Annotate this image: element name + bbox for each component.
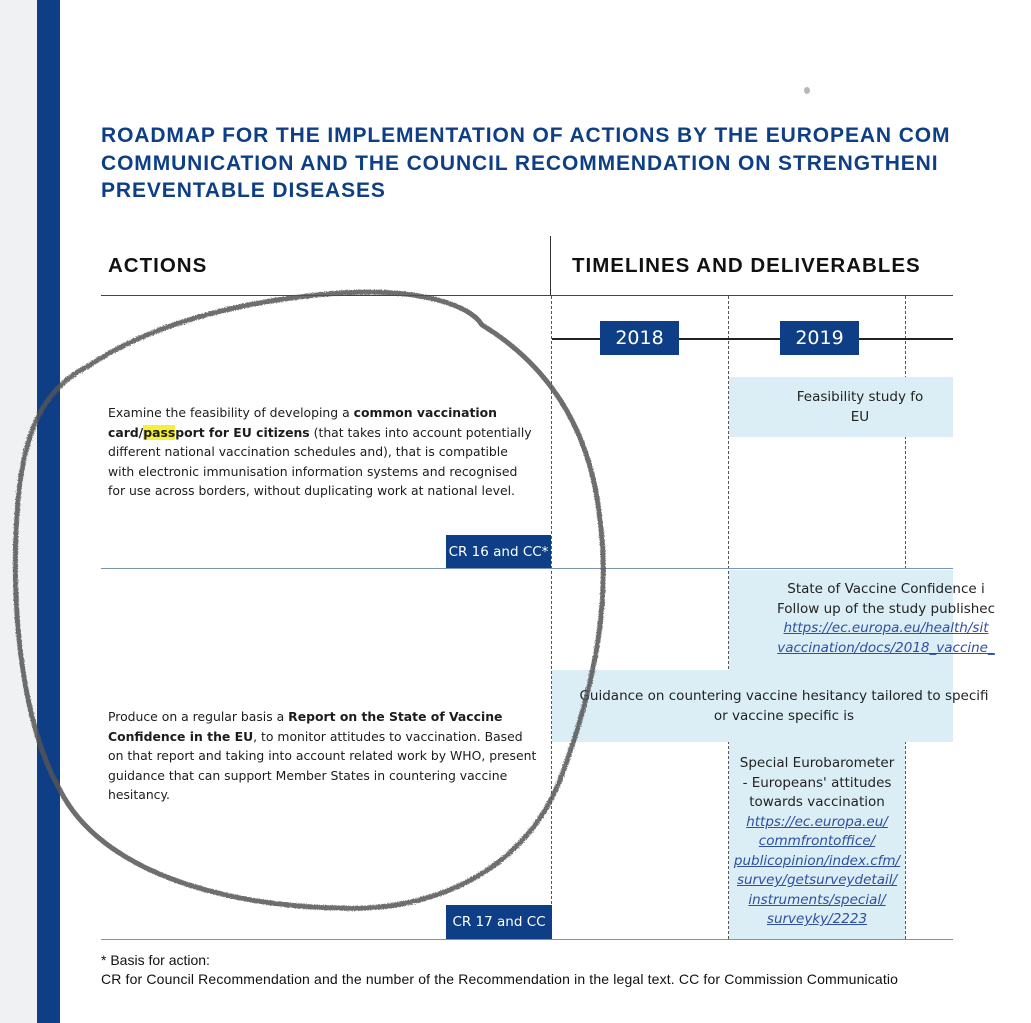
deliverable-text: or vaccine specific is [713,707,855,724]
action-text-part: , to monitor attitudes to vaccination. Based on that report and taking into account related work by WHO, present guidance that can support Member States in countering vaccine hesitancy. [108,728,537,803]
deliverable-link[interactable]: surveyky/2223 [766,911,868,927]
deliverable-text: towards vaccination [749,794,885,810]
deliverable-special-eurobarometer [729,742,905,939]
highlighted-text: pass [143,424,176,440]
deliverable-feasibility-study [729,377,953,437]
brand-side-band [37,0,60,1023]
action-text-vaccine-confidence [108,707,538,805]
deliverable-text: Guidance on countering vaccine hesitancy tailored to specifi [579,688,989,704]
title-line: COMMUNICATION AND THE COUNCIL RECOMMENDATION ON STRENGTHENI [101,151,939,175]
footnote-text: CR for Council Recommendation and the number of the Recommendation in the legal text. CC for Commission Communicatio [101,971,899,987]
deliverable-text: Follow up of the study publishec [776,600,996,617]
circle-stroke [15,292,603,908]
action-text-vaccination-card [108,403,538,501]
deliverable-text: Feasibility study fo [796,389,924,405]
deliverable-link[interactable]: https://ec.europa.eu/health/sit [783,620,989,636]
deliverable-link[interactable]: instruments/special/ [748,891,886,908]
column-header-actions: ACTIONS [108,254,208,277]
deliverable-text: Special Eurobarometer [739,755,895,771]
basis-badge: CR 16 and CC* [446,535,551,569]
action-text-part: Produce on a regular basis a [108,709,289,724]
action-text-part: Examine the feasibility of developing a [108,405,354,420]
basis-badge: CR 17 and CC [446,905,552,939]
deliverable-text: - Europeans' attitudes [742,774,892,791]
grid-dashed-line [551,296,552,939]
action-text-bold: common vaccination card/ [108,405,497,440]
deliverable-text: State of Vaccine Confidence i [787,581,985,597]
column-header-timelines: TIMELINES AND DELIVERABLES [572,254,921,277]
year-label-2019: 2019 [780,321,859,355]
action-text-bold: Report on the State of Vaccine Confidence in the EU [108,709,503,744]
deliverable-link[interactable]: commfrontoffice/ [758,833,876,849]
deliverable-link[interactable]: vaccination/docs/2018_vaccine_ [777,639,995,656]
deliverable-link[interactable]: https://ec.europa.eu/ [746,813,888,830]
header-divider [550,236,551,296]
footnote-heading: * Basis for action: [101,952,210,968]
page-title [101,122,1001,205]
scan-speck [804,87,810,94]
deliverable-guidance-hesitancy [552,670,989,742]
left-gutter [0,0,37,1023]
row-divider [101,939,953,940]
deliverable-text: EU [850,408,870,425]
deliverable-link[interactable]: publicopinion/index.cfm/ [733,852,901,869]
action-text-part: (that takes into account potentially different national vaccination schedules and), that is compatible with electronic immunisation information systems and recognised for use across borders, without duplicating work at national level. [108,424,532,499]
deliverable-state-of-vaccine-confidence [729,570,996,670]
deliverable-link[interactable]: survey/getsurveydetail/ [736,872,898,888]
action-text-bold: port for EU citizens [175,424,310,440]
title-line: PREVENTABLE DISEASES [101,179,386,202]
row-divider [101,568,953,569]
year-label-2018: 2018 [600,321,679,355]
header-rule [101,295,953,296]
title-line: ROADMAP FOR THE IMPLEMENTATION OF ACTIONS BY THE EUROPEAN COM [101,124,951,147]
